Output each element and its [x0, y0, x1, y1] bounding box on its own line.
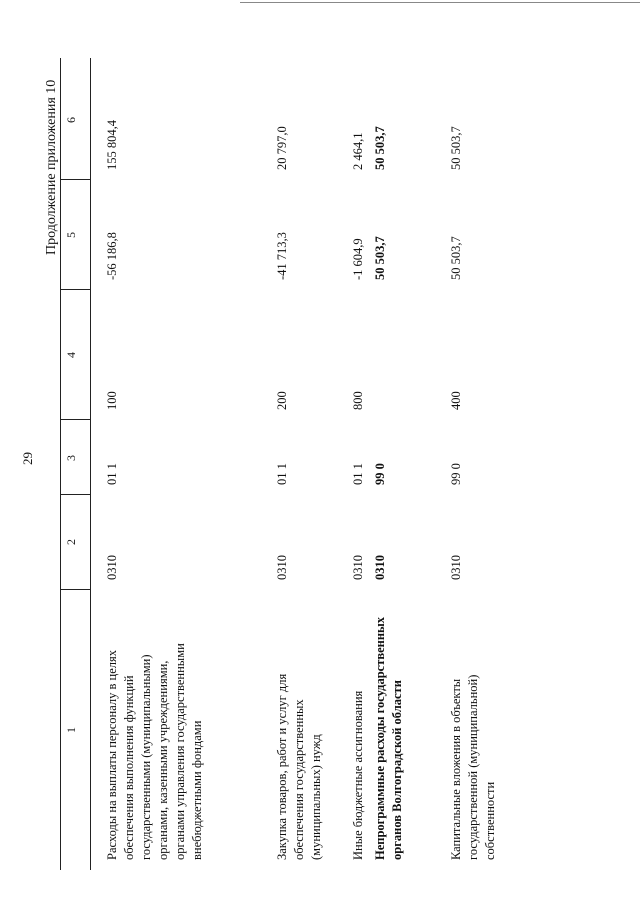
row-name: Капитальные вложения в объекты государственной (муниципальной) собственности: [449, 674, 497, 860]
column-divider: [60, 589, 90, 590]
row-program: 99 0: [449, 463, 463, 485]
row-program: 99 0: [373, 463, 387, 485]
row-code: 0310: [373, 555, 387, 580]
row-change: 50 503,7: [373, 236, 387, 280]
header-col-3: 3: [64, 455, 78, 461]
header-col-6: 6: [64, 117, 78, 123]
row-name: Непрограммные расходы государственных органов Волгоградской области: [373, 616, 404, 860]
row-total: 50 503,7: [449, 126, 463, 170]
header-col-2: 2: [64, 539, 78, 545]
row-code: 0310: [449, 555, 463, 580]
header-col-1: 1: [64, 727, 78, 733]
row-code: 0310: [275, 555, 289, 580]
row-code: 0310: [351, 555, 365, 580]
row-total: 155 804,4: [105, 120, 119, 170]
annex-title: Продолжение приложения 10: [44, 79, 59, 255]
row-change: -1 604,9: [351, 238, 365, 280]
header-bottom-border: [90, 58, 91, 870]
row-program: 01 1: [275, 463, 289, 485]
row-expense-type: 400: [449, 391, 463, 410]
column-divider: [60, 419, 90, 420]
row-name: Иные бюджетные ассигнования: [351, 690, 365, 860]
row-name: Закупка товаров, работ и услуг для обеспечения государственных (муниципальных) нужд: [275, 673, 323, 860]
header-col-5: 5: [64, 232, 78, 238]
column-divider: [60, 494, 90, 495]
column-divider: [60, 179, 90, 180]
row-total: 50 503,7: [373, 126, 387, 170]
budget-table: [60, 58, 630, 870]
row-code: 0310: [105, 555, 119, 580]
row-program: 01 1: [105, 463, 119, 485]
row-change: 50 503,7: [449, 236, 463, 280]
row-change: -41 713,3: [275, 232, 289, 280]
row-expense-type: 200: [275, 391, 289, 410]
row-program: 01 1: [351, 463, 365, 485]
row-name: Расходы на выплаты персоналу в целях обеспечения выполнения функций государственными (муниципальными) органами, казенными учреждениями, органами управления государственными внебюджетными фондами: [105, 643, 204, 860]
column-divider: [60, 289, 90, 290]
row-expense-type: 800: [351, 391, 365, 410]
row-expense-type: 100: [105, 391, 119, 410]
row-total: 2 464,1: [351, 132, 365, 170]
row-change: -56 186,8: [105, 232, 119, 280]
row-total: 20 797,0: [275, 126, 289, 170]
header-col-4: 4: [64, 352, 78, 358]
page-number: 29: [20, 452, 35, 465]
